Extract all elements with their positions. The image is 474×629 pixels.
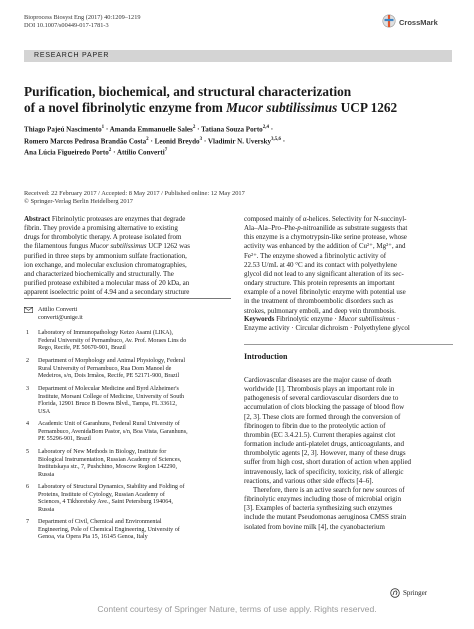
date-line: Received: 22 February 2017 / Accepted: 8 May 2017 / Published online: 12 May 2017 <box>24 190 245 197</box>
abstract-text-italic: p <box>297 224 301 233</box>
abstract-heading: Abstract <box>24 215 51 223</box>
author-line-3 <box>24 146 454 158</box>
affiliation-text <box>38 421 231 444</box>
introduction-line: fibrinolytic enzymes including those of microbial origin <box>244 495 402 504</box>
abstract-line: fibrin. They provide a promising alternative to existing <box>24 224 178 233</box>
article-title <box>24 84 454 115</box>
author-name[interactable]: · Amanda Emmanuelle Sales <box>104 125 193 134</box>
author-name[interactable]: Romero Marcos Pedrosa Brandão Costa <box>24 137 147 146</box>
affiliation-line: Rural University of Pernambuco, Rua Dom Manoel de <box>38 365 172 372</box>
author-name[interactable]: · Leonid Breydo <box>148 137 200 146</box>
copyright-line: © Springer-Verlag Berlin Heidelberg 2017 <box>24 198 133 206</box>
introduction-line: fibrinogen to fibrin due to the proteolytic action of <box>244 421 386 430</box>
author-affil-sup: 1 <box>101 125 105 130</box>
doi-line[interactable]: DOI 10.1007/s00449-017-1781-3 <box>24 22 109 30</box>
publication-dates <box>24 190 245 207</box>
author-name[interactable]: · Attilio Converti <box>111 148 165 157</box>
introduction-line: thrombolytic agents [2, 3]. However, many of these drugs <box>244 449 406 458</box>
abstract-text: -nitroanilide as substrate suggests that <box>300 224 408 233</box>
affiliation-line: Institute, Morsani College of Medicine, University of South <box>38 393 185 400</box>
affiliation-number: 3 <box>26 386 30 392</box>
crossmark-label: CrossMark <box>399 17 438 27</box>
abstract-text: Ala–Ala–Pro–Phe- <box>244 224 298 233</box>
author-name[interactable]: · Vladimir N. Uversky <box>202 137 271 146</box>
abstract-right-column <box>244 215 453 316</box>
springer-label: Springer <box>403 589 428 597</box>
affiliation-line: Sciences, 4 Tikhoretsky Ave., Saint Petersburg 194064, <box>38 499 173 506</box>
keyword-text: · <box>395 315 400 323</box>
crossmark-badge[interactable] <box>382 14 438 30</box>
affiliation-text <box>38 386 231 417</box>
affiliation-line: Pernambuco, AvenidaBom Pastor, s/n, Boa Vista, Garanhuns, <box>38 428 188 435</box>
abstract-line: this enzyme is a chymotrypsin-like serine protease, whose <box>244 233 407 242</box>
affiliation-line: Laboratory of Immunopathology Keizo Asami (LIKA), <box>38 330 174 336</box>
affiliation-line: Laboratory of Structural Dynamics, Stability and Folding of <box>38 484 185 490</box>
affiliation-line: Florida, 12901 Bruce B Downs Blvd., Tampa, FL 33612, <box>38 401 177 408</box>
courtesy-notice: Content courtesy of Springer Nature, terms of use apply. Rights reserved. <box>97 604 377 614</box>
keyword-organism: Mucor subtilissimus <box>338 315 396 323</box>
affiliation-number: 4 <box>26 421 30 427</box>
abstract-text: Fibrinolytic proteases are enzymes that degrade <box>51 215 186 223</box>
affiliation-line: Department of Civil, Chemical and Environmental <box>38 519 162 525</box>
author-line-1 <box>24 123 454 135</box>
affiliation-line: Department of Molecular Medicine and Byrd Alzheimer's <box>38 386 179 392</box>
affiliation-line: Medeiros, s/n, Dois Irmãos, Recife, PE 52171-900, Brazil <box>38 373 180 380</box>
affiliation-line: Genoa, via Opera Pia 15, 16145 Genoa, Italy <box>38 534 148 541</box>
affiliation-line: Russia <box>38 506 55 513</box>
keywords <box>244 315 453 333</box>
affiliation-line: Rego, Recife, PE 50670-901, Brazil <box>38 345 126 352</box>
introduction-line: formation include anti-platelet drugs, anticoagulants, and <box>244 440 404 449</box>
keywords-line <box>244 315 453 324</box>
introduction-body <box>244 376 453 532</box>
affiliations-divider <box>24 298 231 299</box>
title-line-1: Purification, biochemical, and structural characterization <box>24 84 352 99</box>
affiliation-line: Laboratory of New Methods in Biology, Institute for <box>38 449 167 455</box>
introduction-line: include the mutant Pseudomonas aeruginosa CMSS strain <box>244 513 407 522</box>
affiliation-text <box>38 330 231 353</box>
introduction-line: reactions, and various other side effects [4–6]. <box>244 476 374 485</box>
affiliation-text <box>38 358 231 381</box>
introduction-line: isolated from bovine milk [4], the cyanobacterium <box>244 522 385 531</box>
abstract-line: drugs for thrombolytic therapy. A protease isolated from <box>24 233 182 242</box>
author-affil-sup: 2 <box>192 125 196 130</box>
abstract-line: apparent isoelectric point of 4.94 and a secondary structure <box>24 288 190 297</box>
introduction-line: thrombin (EC 3.4.21.5). Current therapies against clot <box>244 430 396 439</box>
journal-line: Bioprocess Biosyst Eng (2017) 40:1209–1219 <box>24 14 141 21</box>
introduction-line: Therefore, there is an active search for new sources of <box>253 485 405 494</box>
affiliation-line: Biological Instrumentation, Russian Academy of Sciences, <box>38 456 182 463</box>
keywords-line: Enzyme activity · Circular dichroism · Polyethylene glycol <box>244 324 410 333</box>
abstract-line: ion exchange, and molecular exclusion chromatographies, <box>24 260 187 269</box>
introduction-paragraph-2 <box>244 486 453 532</box>
introduction-divider <box>244 344 453 345</box>
abstract-line <box>24 242 231 251</box>
affiliation-number: 1 <box>26 330 30 336</box>
introduction-line: pathogenesis of several cardiovascular disorders due to <box>244 394 399 403</box>
abstract-line: strokes, pulmonary emboli, and deep vein thrombosis. <box>244 306 396 315</box>
abstract-line: activity was enhanced by the addition of Cu²⁺, Mg²⁺, and <box>244 242 406 251</box>
affiliation-number: 7 <box>26 519 30 525</box>
abstract-line <box>24 215 231 224</box>
affiliation-text <box>38 484 231 515</box>
author-name[interactable]: · Tatiana Souza Porto <box>195 125 263 134</box>
author-name[interactable]: Thiago Pajeú Nascimento <box>24 125 102 134</box>
introduction-line: Cardiovascular diseases are the major cause of death <box>244 376 392 384</box>
author-affil-sup: 7 <box>164 148 168 154</box>
abstract-line: in the treatment of thromboembolic disorders such as <box>244 297 394 306</box>
correspondence-name: Attilio Converti <box>38 306 78 313</box>
affiliation-number: 2 <box>26 358 30 364</box>
author-affil-sup: 2 <box>108 148 112 154</box>
title-line-2-text: of a novel fibrinolytic enzyme from <box>24 99 227 115</box>
affiliation-text <box>38 449 231 480</box>
affiliation-number: 5 <box>26 449 30 455</box>
affiliation-line: PE 55296-901, Brazil <box>38 436 91 443</box>
affiliation-line: Department of Morphology and Animal Physiology, Federal <box>38 358 186 364</box>
author-affil-sup: 3 <box>199 136 203 142</box>
abstract-line: 22.53 U/mL at 40 °C and its contact with polyethylene <box>244 260 398 269</box>
affiliation-number: 6 <box>26 484 30 490</box>
abstract-text: UCP 1262 was <box>146 242 190 251</box>
correspondence-text <box>38 306 83 322</box>
author-affil-sup: 3,5,6 <box>271 136 281 142</box>
journal-citation <box>24 14 141 30</box>
affiliation-line: Academic Unit of Garanhuns, Federal Rural University of <box>38 421 180 427</box>
abstract-line: Fe²⁺. The enzyme showed a fibrinolytic activity of <box>244 251 387 260</box>
introduction-line: suffer from high cost, short duration of action when applied <box>244 458 412 467</box>
affiliation-line: Proteins, Institute of Cytology, Russian Academy of <box>38 491 165 498</box>
keyword-text: Fibrinolytic enzyme · <box>276 315 339 323</box>
title-organism: Mucor subtilissimus <box>226 99 338 115</box>
section-label: RESEARCH PAPER <box>34 51 110 59</box>
abstract-text: the filamentous fungus <box>24 242 90 251</box>
affiliation-text <box>38 519 231 542</box>
author-list <box>24 123 454 158</box>
springer-horse-icon <box>390 588 400 598</box>
introduction-line: [2, 3]. These clots are formed through the conversion of <box>244 412 401 421</box>
affiliation-line: Russia <box>38 471 55 478</box>
author-affil-sup: 2 <box>146 136 149 142</box>
author-separator: · <box>281 137 286 146</box>
abstract-line: example of a novel fibrinolytic enzyme with potential use <box>244 288 406 297</box>
correspondence-email[interactable]: converti@unige.it <box>38 314 83 321</box>
affiliation-line: Engineering, Pole of Chemical Engineering, University of <box>38 526 180 533</box>
abstract-line: purified protease exhibited a molecular mass of 20 kDa, an <box>24 279 190 288</box>
keywords-heading: Keywords <box>244 315 275 323</box>
abstract-line: glycol did not lead to any significant alteration of its sec- <box>244 269 404 278</box>
affiliation-line: USA <box>38 408 51 415</box>
introduction-line: intravenously, lack of specificity, toxicity, risk of allergic <box>244 467 404 476</box>
abstract-line: composed mainly of α-helices. Selectivity for N-succinyl- <box>244 215 407 223</box>
springer-logo <box>390 588 427 598</box>
introduction-line: accumulation of clots blocking the passage of blood flow <box>244 403 405 412</box>
introduction-line: worldwide [1]. Thrombosis plays an important role in <box>244 385 395 394</box>
author-name[interactable]: Ana Lúcia Figueiredo Porto <box>24 148 109 157</box>
abstract-line: and characterized biochemically and structurally. The <box>24 269 174 278</box>
crossmark-icon <box>382 14 396 30</box>
author-separator: · <box>268 125 274 134</box>
abstract-organism: Mucor subtilissimus <box>89 242 147 251</box>
introduction-heading: Introduction <box>244 352 288 361</box>
author-line-2 <box>24 135 454 147</box>
introduction-paragraph-1 <box>244 376 453 486</box>
affiliation-line: Institutskaya str., 7, Pushchino, Moscow Region 142290, <box>38 464 177 471</box>
envelope-icon <box>24 307 33 313</box>
abstract-line <box>244 224 453 233</box>
abstract-line: ondary structure. This protein represents an important <box>244 279 395 288</box>
introduction-line: [3]. Examples of bacteria synthesizing such enzymes <box>244 504 393 513</box>
affiliation-line: Federal University of Pernambuco, Av. Prof. Moraes Lins do <box>38 337 187 344</box>
title-strain: UCP 1262 <box>337 99 398 115</box>
author-affil-sup: 2,4 <box>262 125 269 130</box>
abstract-line: purified in three steps by ammonium sulfate fractionation, <box>24 251 187 260</box>
abstract-left-column <box>24 215 231 297</box>
title-line-2 <box>24 100 454 116</box>
